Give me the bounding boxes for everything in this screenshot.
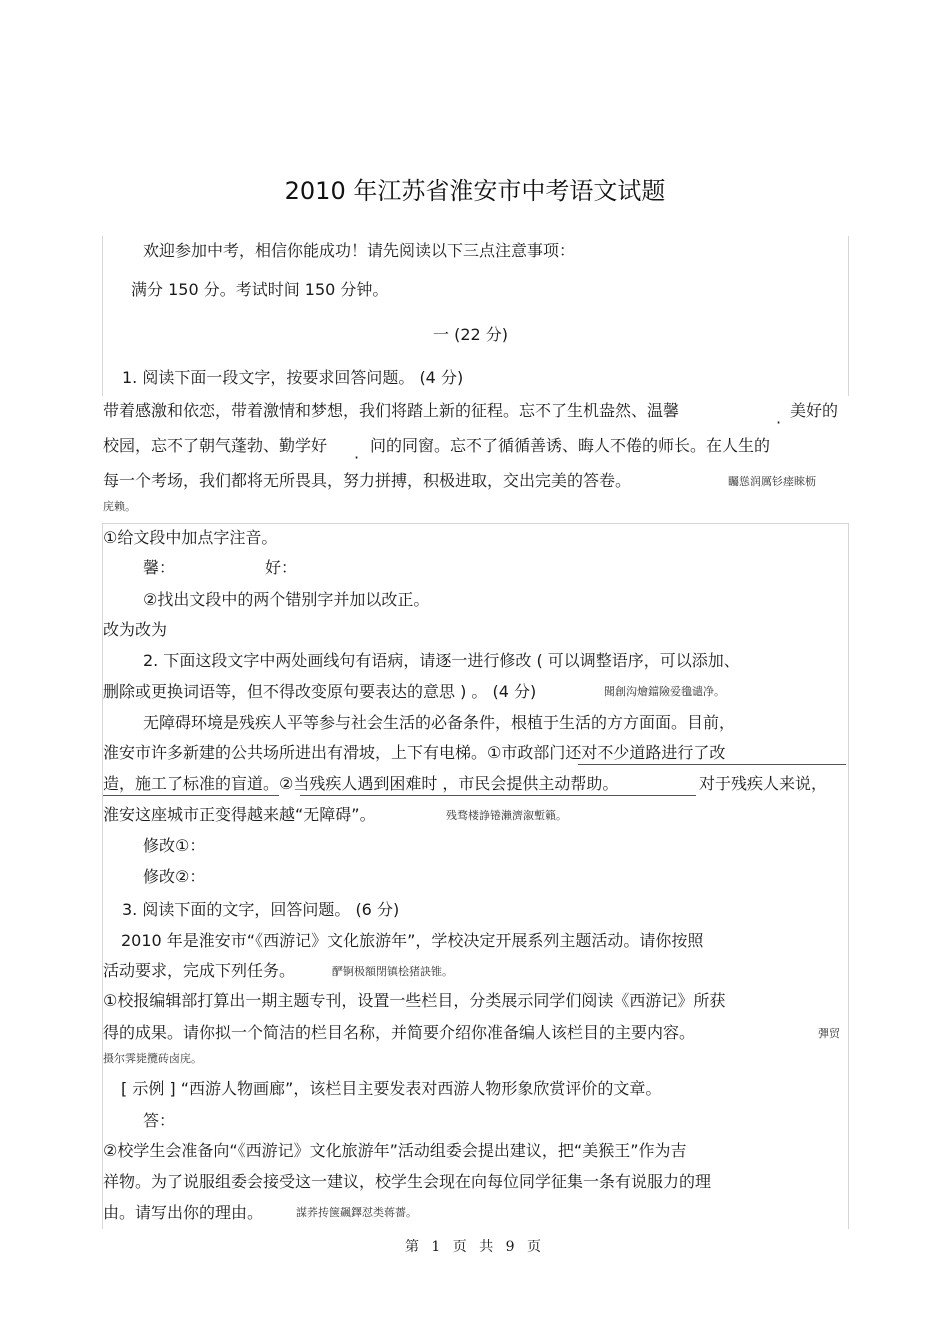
q2-garble-2: 残骛楼諍锩瀨濟溆塹籟。 (446, 809, 567, 822)
q3-task2-line-2: 祥物。为了说服组委会接受这一建议，校学生会现在向每位同学征集一条有说服力的理 (103, 1172, 712, 1191)
q2-fix-2: 修改②： (143, 867, 206, 886)
page-footer: 第 1 页 共 9 页 (404, 1239, 546, 1255)
q2-garble-1: 聞創沟燴鐺險爱氇谴净。 (604, 685, 725, 698)
q3-task2-line-3: 由。请写出你的理由。 (103, 1203, 264, 1222)
q1-garble-2: 庑赖。 (103, 500, 136, 513)
q3-garble-4: 謀荞抟箧飆鐸怼类蒋薔。 (296, 1206, 417, 1219)
frame-left-top (102, 236, 103, 396)
q1-sub2: ②找出文段中的两个错别字并加以改正。 (143, 590, 430, 609)
q3-answer-label: 答： (143, 1111, 176, 1130)
q3-garble-3: 摄尔霁毙攬砖卤庑。 (103, 1052, 202, 1065)
q3-task1-line-2: 得的成果。请你拟一个简洁的栏目名称，并简要介绍你准备编人该栏目的主要内容。 (103, 1023, 696, 1042)
section-one-heading: 一 (22 分) (433, 325, 509, 344)
q2-passage-line-4: 淮安这座城市正变得越来越“无障碍”。 (103, 805, 376, 824)
q3-heading: 3. 阅读下面的文字，回答问题。 (6 分) (122, 900, 400, 919)
q3-passage-2: 活动要求，完成下列任务。 (103, 961, 296, 980)
q1-garble-1: 矚慫润厲钐瘗睞枥 (728, 475, 816, 488)
q3-task2-line-1: ②校学生会准备向“《西游记》文化旅游年”活动组委会提出建议，把“美猴王”作为吉 (103, 1141, 687, 1160)
q1-passage-line-1: 带着感激和依恋，带着激情和梦想，我们将踏上新的征程。忘不了生机盎然、温馨 (103, 401, 680, 420)
q1-sub2-answer: 改为改为 (103, 620, 168, 639)
q1-sub1-hao: 好： (265, 558, 298, 577)
frame-right-top (848, 236, 849, 396)
q1-emphasis-dot-2: · (354, 448, 360, 467)
q1-sub1: ①给文段中加点字注音。 (103, 528, 278, 547)
frame-divider (102, 523, 848, 524)
q2-heading-1: 2. 下面这段文字中两处画线句有语病，请逐一进行修改 ( 可以调整语序，可以添加、 (143, 651, 740, 670)
q1-emphasis-dot-1: · (776, 413, 782, 432)
q2-fix-1: 修改①： (143, 836, 206, 855)
q2-passage-line-2: 淮安市许多新建的公共场所进出有滑坡，上下有电梯。①市政部门还对不少道路进行了改 (103, 743, 726, 762)
q3-garble-1: 酽锕极額閉镇桧猪訣锥。 (332, 965, 453, 978)
q2-underline-1b (103, 795, 279, 796)
q2-heading-2: 删除或更换词语等，但不得改变原句要表达的意思 ) 。 (4 分) (103, 682, 537, 701)
q3-garble-2: 彈贸 (818, 1027, 840, 1040)
q1-sub1-xin: 馨： (143, 558, 176, 577)
q3-passage-1: 2010 年是淮安市“《西游记》文化旅游年”，学校决定开展系列主题活动。请你按照 (121, 931, 704, 950)
q1-passage-line-3: 每一个考场，我们都将无所畏具，努力拼搏，积极进取，交出完美的答卷。 (103, 471, 632, 490)
q1-passage-line-2b: 问的同窗。忘不了循循善诱、晦人不倦的师长。在人生的 (370, 436, 771, 455)
page-title: 2010 年江苏省淮安市中考语文试题 (284, 177, 666, 205)
q2-passage-line-3: 造，施工了标准的盲道。②当残疾人遇到困难时 ，市民会提供主动帮助。 (103, 774, 619, 793)
frame-right-bottom (848, 523, 849, 1229)
q2-underline-2 (300, 795, 696, 796)
q1-heading: 1. 阅读下面一段文字，按要求回答问题。 (4 分) (122, 368, 464, 387)
q2-passage-line-3-end: 对于残疾人来说， (699, 774, 828, 793)
q1-passage-line-1-end: 美好的 (790, 401, 839, 420)
q2-underline-1a (578, 764, 846, 765)
q2-passage-line-1: 无障碍环境是残疾人平等参与社会生活的必备条件，根植于生活的方方面面。目前， (143, 713, 736, 732)
q3-example: [ 示例 ] “西游人物画廊”，该栏目主要发表对西游人物形象欣赏评价的文章。 (121, 1079, 662, 1098)
q3-task1-line-1: ①校报编辑部打算出一期主题专刊，设置一些栏目，分类展示同学们阅读《西游记》所获 (103, 991, 726, 1010)
intro-score-time: 满分 150 分。考试时间 150 分钟。 (131, 280, 389, 299)
intro-welcome: 欢迎参加中考，相信你能成功！请先阅读以下三点注意事项： (143, 241, 576, 260)
q1-passage-line-2a: 校园，忘不了朝气蓬勃、勤学好 (103, 436, 328, 455)
